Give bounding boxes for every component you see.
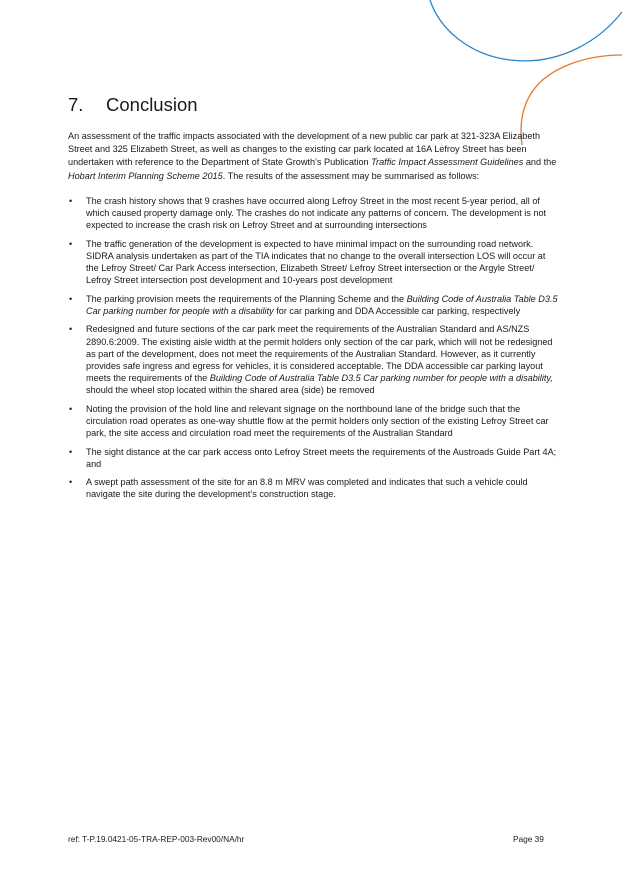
list-item-text: The parking provision meets the requirements of the Planning Scheme and the <box>86 293 407 304</box>
list-item <box>68 238 560 287</box>
list-item-text: The sight distance at the car park access onto Lefroy Street meets the requirements of the Austroads Guide Part 4A; and <box>86 446 557 469</box>
section-number: 7. <box>68 94 84 115</box>
intro-italic-2: Hobart Interim Planning Scheme 2015 <box>68 170 223 181</box>
list-item <box>68 476 560 500</box>
list-item-text: The traffic generation of the development is expected to have minimal impact on the surrounding road network. SIDRA analysis undertaken as part of the TIA indicates that no change to the overall intersection LOS will occur at the Lefroy Street/ Car Park Access intersection, Elizabeth Street/ Lefroy Street intersection or the Argyle Street/ Lefroy Street intersection post development and 10-years post development <box>86 238 546 286</box>
intro-paragraph <box>68 130 560 183</box>
list-item <box>68 195 560 232</box>
footer-reference: ref: T-P.19.0421-05-TRA-REP-003-Rev00/NA/hr <box>68 834 245 844</box>
list-item-text: Redesigned and future sections of the car park meet the requirements of the Australian Standard and AS/NZS 2890.6:2009. The existing aisle width at the permit holders only section of the car park, which will not be redesigned as part of the development, does not meet the requirements of the Australian Standard. However, as it currently provides safe ingress and egress for vehicles, it is considered acceptable. The DDA accessible car parking layout meets the requirements of the <box>86 324 553 384</box>
conclusion-list <box>68 195 560 507</box>
intro-text-2: and the <box>523 157 557 168</box>
list-item-italic: Building Code of Australia Table D3.5 Car parking number for people with a disability, <box>209 373 553 384</box>
list-item-italic: Building Code of Australia Table D3.5 Car parking number for people with a disability <box>86 293 558 316</box>
intro-italic-1: Traffic Impact Assessment Guidelines <box>371 157 524 168</box>
section-title: Conclusion <box>106 94 198 115</box>
page-title <box>68 94 198 116</box>
bullet-icon: • <box>69 324 73 335</box>
bullet-icon: • <box>69 477 73 488</box>
intro-text-1: An assessment of the traffic impacts associated with the development of a new public car park at 321-323A Elizabeth Street and 325 Elizabeth Street, as well as changes to the existing car park located at 16A Lefroy Street has been undertaken with reference to the Department of State Growth’s Publication <box>68 131 541 168</box>
bullet-icon: • <box>69 238 73 249</box>
list-item <box>68 293 560 317</box>
bullet-icon: • <box>69 196 73 206</box>
list-item-text: The crash history shows that 9 crashes have occurred along Lefroy Street in the most recent 5-year period, all of which caused property damage only. The crashes do not indicate any patterns of concern. The development is not expected to increase the crash risk on Lefroy Street and at surrounding intersections <box>86 196 547 231</box>
list-item <box>68 446 560 470</box>
bullet-icon: • <box>69 403 73 414</box>
bullet-icon: • <box>69 293 73 304</box>
bullet-icon: • <box>69 446 73 457</box>
list-item <box>68 403 560 440</box>
list-item-text: should the wheel stop located within the shared area (side) be removed <box>86 385 375 396</box>
intro-text-3: . The results of the assessment may be summarised as follows: <box>222 170 480 181</box>
list-item-text: Noting the provision of the hold line and relevant signage on the northbound lane of the bridge such that the circulation road operates as one-way shuttle flow at the permit holders only section of the existing Lefroy Street car park, the site access and circulation road meet the requirements of the Australian Standard <box>86 403 549 439</box>
list-item-text: for car parking and DDA Accessible car parking, respectively <box>273 306 521 316</box>
list-item-text: A swept path assessment of the site for an 8.8 m MRV was completed and indicates that such a vehicle could navigate the site during the development’s construction stage. <box>86 477 528 500</box>
page-number: Page 39 <box>513 834 544 844</box>
list-item <box>68 323 560 396</box>
blue-arc <box>430 0 622 61</box>
